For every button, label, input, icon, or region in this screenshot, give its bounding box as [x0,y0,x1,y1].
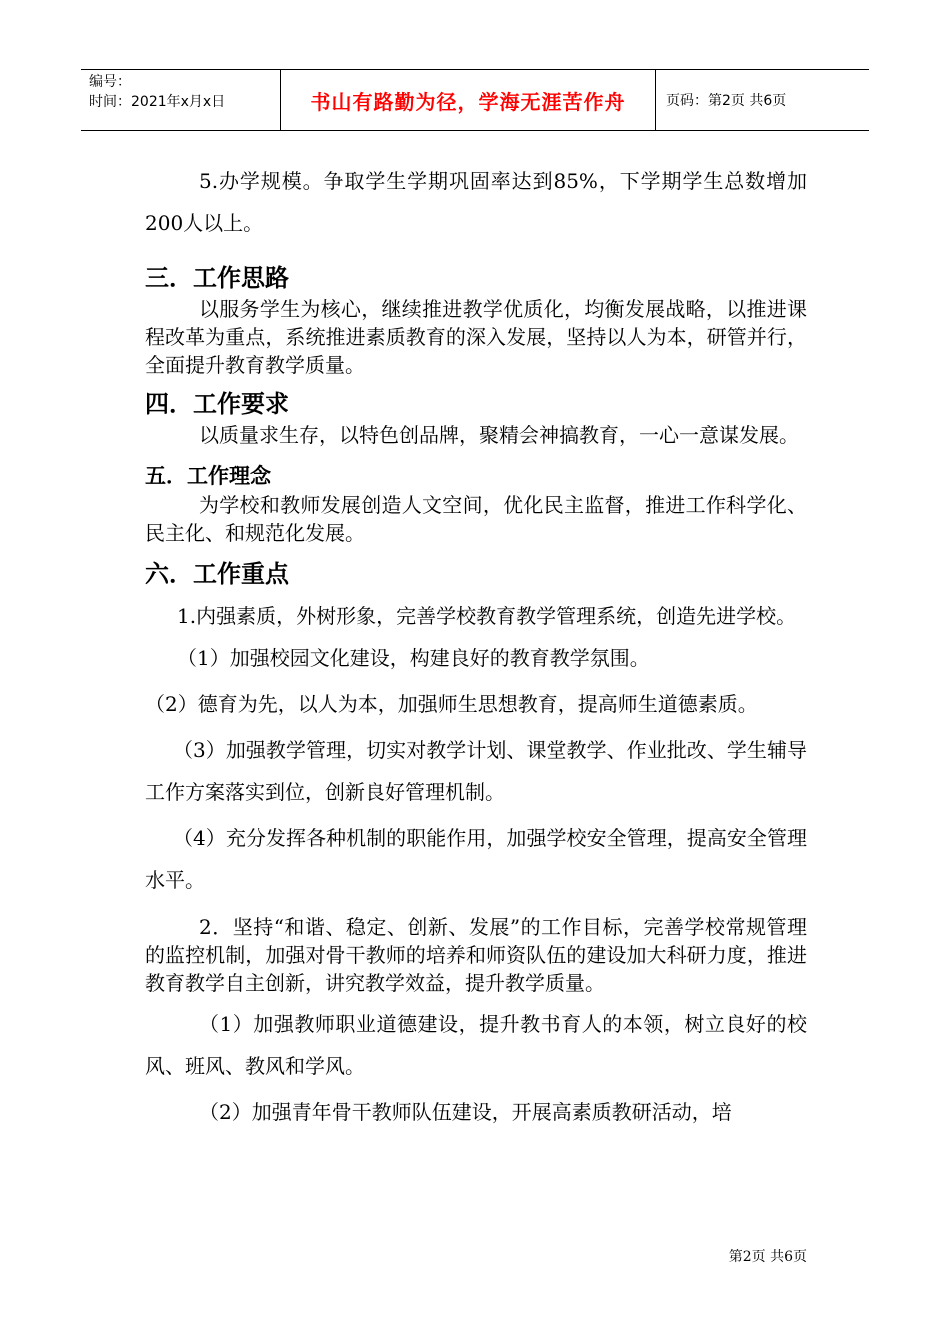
paragraph-focus-2: 2．坚持“和谐、稳定、创新、发展”的工作目标，完善学校常规管理的监控机制，加强对骨干教师的培养和师资队伍的建设加大科研力度，推进教育教学自主创新，讲究教学效益，提升教学质量。 [145,915,807,995]
paragraph-focus-1: 1.内强素质，外树形象，完善学校教育教学管理系统，创造先进学校。 [177,604,797,628]
section-heading-3: 三．工作思路 [145,264,289,292]
paragraph-focus-2-1: （1）加强教师职业道德建设，提升教书育人的本领，树立良好的校风、班风、教风和学风。 [145,1012,807,1078]
section-heading-5: 五．工作理念 [145,464,271,488]
paragraph-school-scale: 5.办学规模。争取学生学期巩固率达到85%，下学期学生总数增加200人以上。 [145,169,807,235]
document-number: 编号： [89,74,131,90]
document-date: 时间：2021年x月x日 [89,94,226,110]
header-meta [81,70,281,130]
paragraph-focus-1-4: （4）充分发挥各种机制的职能作用，加强学校安全管理，提高安全管理水平。 [145,826,807,892]
section-heading-4: 四．工作要求 [145,390,289,418]
paragraph-focus-1-1: （1）加强校园文化建设，构建良好的教育教学氛围。 [177,646,650,670]
paragraph-work-philosophy: 为学校和教师发展创造人文空间，优化民主监督，推进工作科学化、民主化、和规范化发展。 [145,493,807,545]
document-body [145,160,807,1133]
section-heading-6: 六．工作重点 [145,560,289,588]
header-page-info: 页码：第2页 共6页 [666,93,787,109]
paragraph-focus-1-2: （2）德育为先，以人为本，加强师生思想教育，提高师生道德素质。 [145,692,758,716]
paragraph-work-requirements: 以质量求生存，以特色创品牌，聚精会神搞教育，一心一意谋发展。 [199,423,799,447]
paragraph-focus-1-3: （3）加强教学管理，切实对教学计划、课堂教学、作业批改、学生辅导工作方案落实到位，创新良好管理机制。 [145,738,807,804]
page-header [81,69,869,131]
paragraph-work-thinking: 以服务学生为核心，继续推进教学优质化，均衡发展战略，以推进课程改革为重点，系统推进素质教育的深入发展，坚持以人为本，研管并行，全面提升教育教学质量。 [145,297,807,377]
paragraph-focus-2-2: （2）加强青年骨干教师队伍建设，开展高素质教研活动，培 [199,1100,732,1124]
page-footer: 第2页 共6页 [728,1249,807,1265]
header-motto: 书山有路勤为径，学海无涯苦作舟 [281,70,656,130]
